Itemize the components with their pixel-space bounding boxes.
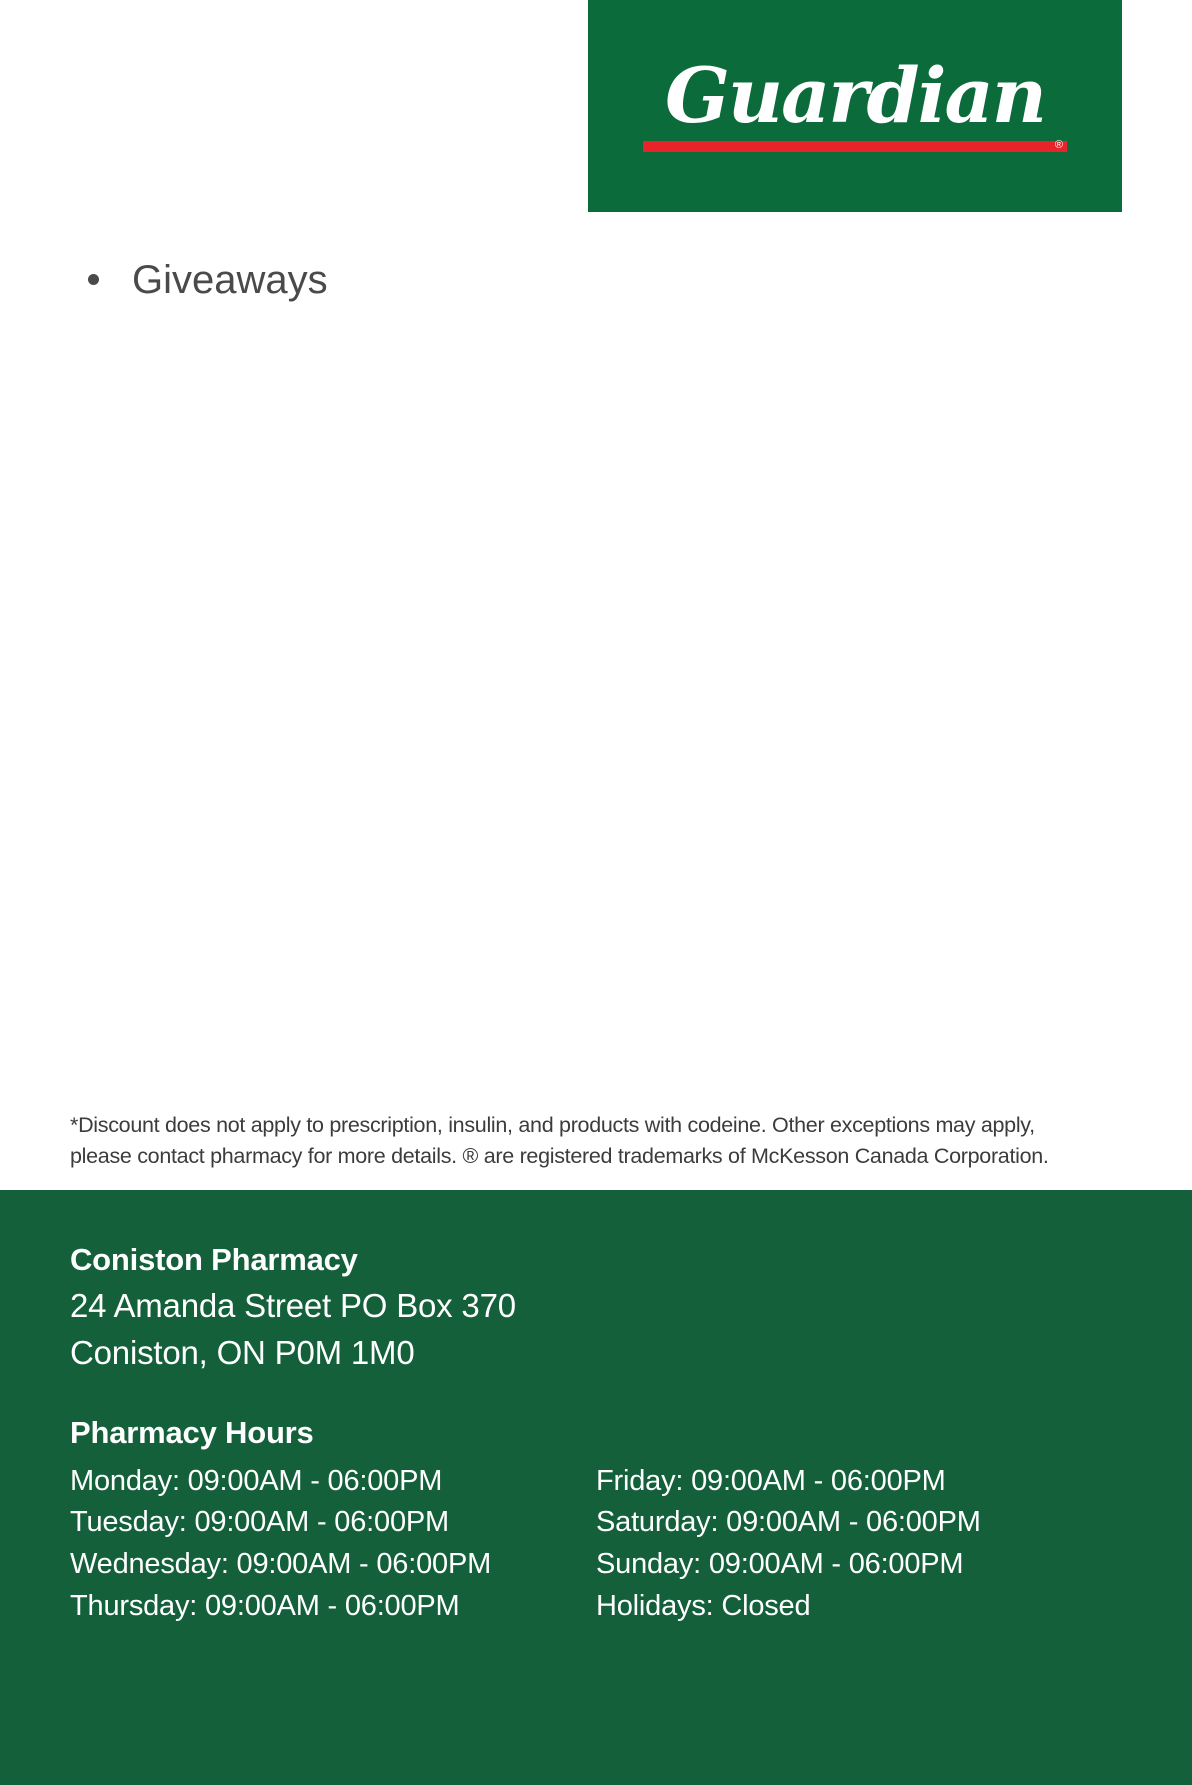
brand-wordmark: Guardian (665, 51, 1045, 141)
hours-row: Holidays: Closed (596, 1589, 811, 1622)
hours-row: Tuesday: 09:00AM - 06:00PM (70, 1506, 449, 1539)
list-item (74, 255, 1114, 305)
disclaimer-line-2: please contact pharmacy for more details. ® are registered trademarks of McKesson Canada Corporation. (70, 1144, 1049, 1169)
pharmacy-hours-grid (70, 1461, 1122, 1628)
hours-row: Monday: 09:00AM - 06:00PM (70, 1464, 443, 1497)
pharmacy-hours-title: Pharmacy Hours (70, 1414, 314, 1450)
hours-row: Friday: 09:00AM - 06:00PM (596, 1464, 946, 1497)
brand-logo-banner (588, 0, 1122, 212)
bullet-icon (88, 274, 99, 285)
pharmacy-hours-column-left (70, 1461, 596, 1628)
hours-row: Wednesday: 09:00AM - 06:00PM (70, 1548, 492, 1581)
disclaimer-line-1: *Discount does not apply to prescription, insulin, and products with codeine. Other exceptions may apply, (70, 1113, 1035, 1137)
brand-underline-bar (643, 138, 1067, 152)
hours-row: Saturday: 09:00AM - 06:00PM (596, 1506, 981, 1539)
store-name: Coniston Pharmacy (70, 1242, 358, 1277)
pharmacy-hours-column-right (596, 1461, 1122, 1628)
list-item-label: Giveaways (132, 258, 328, 302)
hours-row: Thursday: 09:00AM - 06:00PM (70, 1589, 460, 1622)
promo-list (74, 255, 1114, 305)
disclaimer (70, 1110, 1118, 1172)
store-footer (0, 1190, 1192, 1785)
store-address-line-1: 24 Amanda Street PO Box 370 (70, 1287, 516, 1324)
registered-trademark-icon: ® (1054, 138, 1063, 151)
store-address-line-2: Coniston, ON P0M 1M0 (70, 1333, 415, 1371)
hours-row: Sunday: 09:00AM - 06:00PM (596, 1548, 964, 1581)
